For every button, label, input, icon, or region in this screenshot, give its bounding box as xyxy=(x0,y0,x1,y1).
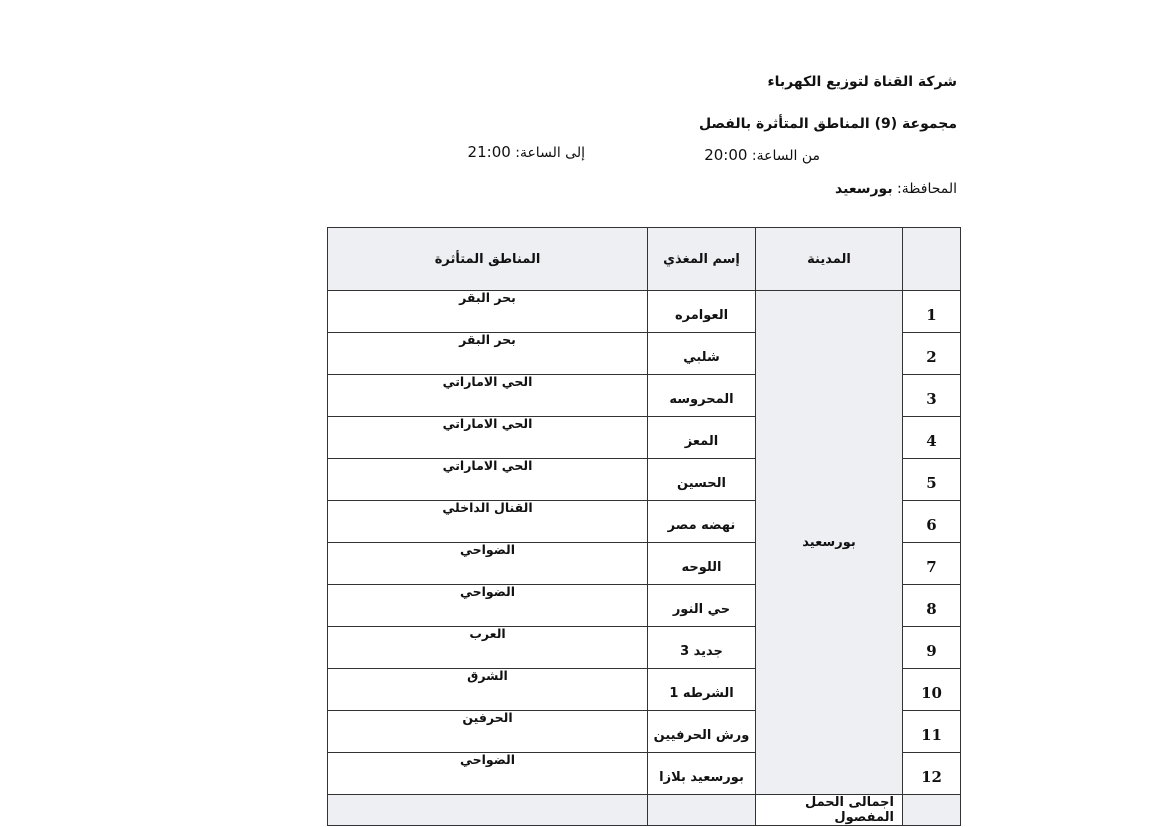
total-feeder-cell xyxy=(648,795,756,826)
affected-area: بحر البقر xyxy=(328,291,648,333)
row-index: 7 xyxy=(903,543,961,585)
from-time-value: 20:00 xyxy=(704,146,748,164)
affected-area: الحرفين xyxy=(328,711,648,753)
total-value-cell xyxy=(328,795,648,826)
group-title: مجموعة (9) المناطق المتأثرة بالفصل xyxy=(698,116,957,132)
row-index: 4 xyxy=(903,417,961,459)
feeder-name: اللوحه xyxy=(648,543,756,585)
total-index-cell xyxy=(903,795,961,826)
governorate-value: بورسعيد xyxy=(835,181,893,197)
row-index: 9 xyxy=(903,627,961,669)
company-name: شركة القناة لتوزيع الكهرباء xyxy=(767,74,957,90)
row-index: 11 xyxy=(903,711,961,753)
feeder-name: ورش الحرفيين xyxy=(648,711,756,753)
header-city: المدينة xyxy=(756,228,903,291)
affected-area: الحي الاماراتي xyxy=(328,417,648,459)
affected-area: العرب xyxy=(328,627,648,669)
feeder-name: الحسين xyxy=(648,459,756,501)
affected-area: الضواحي xyxy=(328,585,648,627)
table-header-row xyxy=(328,228,961,291)
affected-area: الحي الاماراتي xyxy=(328,375,648,417)
row-index: 2 xyxy=(903,333,961,375)
to-label: إلى الساعة: xyxy=(515,145,585,161)
feeder-name: شلبي xyxy=(648,333,756,375)
governorate-label: المحافظة: xyxy=(897,181,957,197)
row-index: 10 xyxy=(903,669,961,711)
affected-area: القنال الداخلي xyxy=(328,501,648,543)
header-areas: المناطق المتأثرة xyxy=(328,228,648,291)
row-index: 8 xyxy=(903,585,961,627)
row-index: 12 xyxy=(903,753,961,795)
from-label: من الساعة: xyxy=(751,148,820,164)
affected-area: الضواحي xyxy=(328,543,648,585)
affected-area: بحر البقر xyxy=(328,333,648,375)
total-row xyxy=(328,795,961,826)
row-index: 1 xyxy=(903,291,961,333)
affected-area: الضواحي xyxy=(328,753,648,795)
governorate xyxy=(835,181,957,197)
table-row xyxy=(328,291,961,333)
feeder-name: المحروسه xyxy=(648,375,756,417)
to-time xyxy=(468,143,585,161)
city-cell: بورسعيد xyxy=(756,291,903,795)
affected-areas-table xyxy=(327,227,961,826)
to-time-value: 21:00 xyxy=(467,143,511,161)
row-index: 3 xyxy=(903,375,961,417)
row-index: 5 xyxy=(903,459,961,501)
feeder-name: حي النور xyxy=(648,585,756,627)
feeder-name: جديد 3 xyxy=(648,627,756,669)
feeder-name: الشرطه 1 xyxy=(648,669,756,711)
header-index xyxy=(903,228,961,291)
affected-area: الشرق xyxy=(328,669,648,711)
feeder-name: بورسعيد بلازا xyxy=(648,753,756,795)
affected-area: الحي الاماراتي xyxy=(328,459,648,501)
feeder-name: المعز xyxy=(648,417,756,459)
feeder-name: نهضه مصر xyxy=(648,501,756,543)
feeder-name: العوامره xyxy=(648,291,756,333)
total-label: اجمالى الحمل المفصول xyxy=(756,795,903,826)
header-feeder: إسم المغذي xyxy=(648,228,756,291)
from-time xyxy=(704,146,820,164)
row-index: 6 xyxy=(903,501,961,543)
